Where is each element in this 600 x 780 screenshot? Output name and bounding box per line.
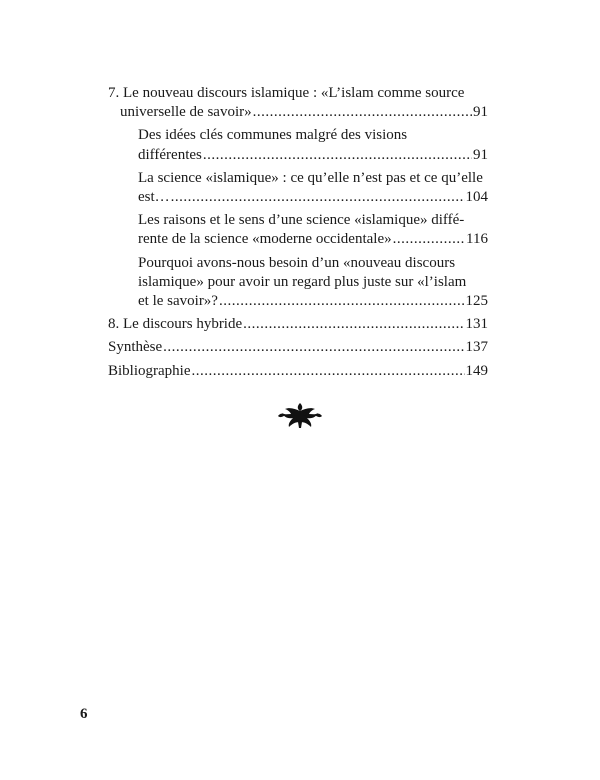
toc-entry-page: 91 [473, 104, 488, 121]
leader-dots [253, 103, 472, 122]
floral-ornament-icon [276, 400, 324, 430]
toc-entry-title-cont: différentes [138, 146, 202, 163]
toc-entry [108, 362, 488, 381]
toc-entry-title-cont: islamique» pour avoir un regard plus juste sur «l’islam [138, 273, 467, 290]
toc-entry-title-cont: universelle de savoir» [120, 104, 252, 121]
leader-dots [163, 338, 464, 357]
toc-entry-page: 91 [473, 146, 488, 163]
toc-entry-page: 137 [465, 339, 488, 356]
toc-entry-title: La science «islamique» : ce qu’elle n’est pas et ce qu’elle [138, 169, 483, 186]
toc-entry [108, 338, 488, 357]
page-number: 6 [80, 706, 88, 722]
toc-entry-title: 8. Le discours hybride [108, 316, 243, 333]
toc-entry-line [108, 362, 488, 381]
toc-entry-line [138, 188, 488, 207]
toc-entry [138, 169, 488, 207]
toc-entry-title: Pourquoi avons-nous besoin d’un «nouveau discours [138, 254, 456, 271]
toc-entry [138, 211, 488, 249]
toc-entry-title: Des idées clés communes malgré des visions [138, 127, 408, 144]
toc-entry-title: Bibliographie [108, 362, 191, 379]
leader-dots [243, 315, 464, 334]
toc-entry-page: 116 [466, 231, 488, 248]
leader-dots [219, 292, 465, 311]
toc-entry [108, 84, 488, 122]
toc-entry-title: 7. Le nouveau discours islamique : «L’islam comme source [108, 85, 465, 101]
leader-dots [203, 146, 472, 165]
toc-entry-page: 149 [465, 362, 488, 379]
table-of-contents [108, 84, 488, 385]
leader-dots [171, 188, 465, 207]
toc-entry-title: Les raisons et le sens d’une science «islamique» diffé- [138, 212, 465, 229]
toc-entry-title: Synthèse [108, 339, 163, 356]
toc-entry [138, 126, 488, 164]
toc-entry-title-cont: et le savoir»? [138, 293, 218, 310]
toc-entry-line [108, 103, 488, 122]
toc-entry-line [108, 315, 488, 334]
toc-entry-page: 125 [465, 293, 488, 310]
toc-entry [138, 254, 488, 312]
toc-entry-line [108, 338, 488, 357]
toc-entry-line [138, 292, 488, 311]
toc-entry-page: 131 [465, 316, 488, 333]
leader-dots [393, 230, 465, 249]
toc-entry-line [138, 146, 488, 165]
toc-entry [108, 315, 488, 334]
toc-entry-page: 104 [465, 189, 488, 206]
leader-dots [192, 362, 465, 381]
toc-entry-line [138, 230, 488, 249]
toc-entry-title-cont: rente de la science «moderne occidentale» [138, 231, 392, 248]
toc-entry-title-cont: est… [138, 189, 170, 206]
